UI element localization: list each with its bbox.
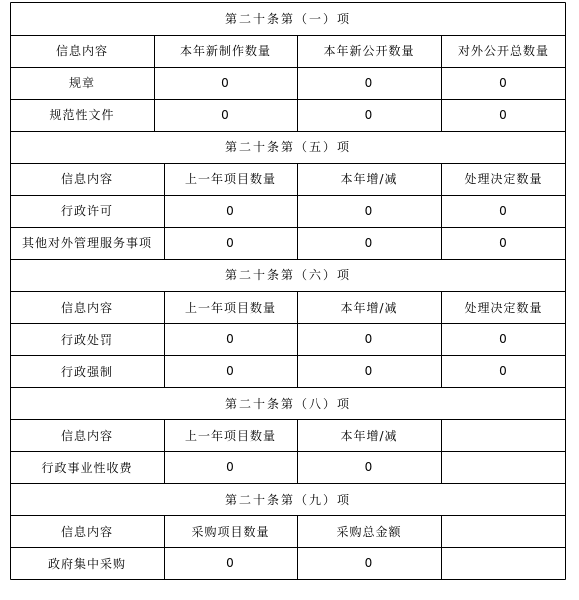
section-20-8-row-0-cell-1: 0 xyxy=(226,460,235,475)
section-20-8-row-0-cell-2: 0 xyxy=(364,460,374,475)
section-20-1-header-1: 本年新制作数量 xyxy=(179,44,271,59)
section-20-1-row-1-cell-0: 规范性文件 xyxy=(49,108,115,123)
section-20-6-row-0-cell-3: 0 xyxy=(499,332,508,347)
section-20-5-row-0-cell-3: 0 xyxy=(499,203,508,218)
section-20-1-row-1-cell-2: 0 xyxy=(364,107,374,122)
section-20-1-row-1-cell-3: 0 xyxy=(499,107,508,122)
section-20-8-title: 第二十条第（八）项 xyxy=(224,396,351,411)
section-20-8-header-1: 上一年项目数量 xyxy=(184,428,276,443)
section-20-8-header-2: 本年增/减 xyxy=(340,428,398,443)
section-20-9-row-0-cell-2: 0 xyxy=(364,556,374,571)
section-20-1-title: 第二十条第（一）项 xyxy=(224,12,351,27)
section-20-5-row-1-cell-2: 0 xyxy=(364,235,374,250)
section-20-6-row-1-cell-0: 行政强制 xyxy=(60,364,113,379)
section-20-5-header-3: 处理决定数量 xyxy=(464,172,543,187)
section-20-5-title: 第二十条第（五）项 xyxy=(224,140,351,155)
section-20-6-row-0-cell-1: 0 xyxy=(226,332,235,347)
section-20-5-header-0: 信息内容 xyxy=(60,172,113,187)
section-20-8-header-0: 信息内容 xyxy=(60,428,113,443)
section-20-9-row-0-cell-1: 0 xyxy=(226,556,235,571)
section-20-1-row-0-cell-3: 0 xyxy=(499,75,508,90)
section-20-6-header-3: 处理决定数量 xyxy=(464,300,543,315)
section-20-1-row-0-cell-1: 0 xyxy=(221,75,230,90)
section-20-1-header-3: 对外公开总数量 xyxy=(457,44,549,59)
section-20-6-header-0: 信息内容 xyxy=(60,300,113,315)
section-20-9-header-1: 采购项目数量 xyxy=(191,524,270,539)
section-20-6-row-1-cell-2: 0 xyxy=(364,364,374,379)
section-20-9-title: 第二十条第（九）项 xyxy=(224,492,351,507)
section-20-8-header-3 xyxy=(441,419,566,451)
section-20-5-row-1-cell-3: 0 xyxy=(499,235,508,250)
section-20-8-row-0-cell-0: 行政事业性收费 xyxy=(41,460,133,475)
section-20-1-header-0: 信息内容 xyxy=(55,44,108,59)
section-20-5-row-0-cell-2: 0 xyxy=(364,203,374,218)
section-20-9-row-0-cell-3 xyxy=(441,547,566,579)
section-20-9-header-2: 采购总金额 xyxy=(336,524,402,539)
section-20-6-row-1-cell-1: 0 xyxy=(226,364,235,379)
section-20-6-header-1: 上一年项目数量 xyxy=(184,300,276,315)
section-20-6-row-0-cell-0: 行政处罚 xyxy=(60,332,113,347)
section-20-1-header-2: 本年新公开数量 xyxy=(323,44,415,59)
section-20-5-row-0-cell-1: 0 xyxy=(226,203,235,218)
section-20-6-row-0-cell-2: 0 xyxy=(364,332,374,347)
section-20-5-header-1: 上一年项目数量 xyxy=(184,172,276,187)
section-20-6-header-2: 本年增/减 xyxy=(340,300,398,315)
section-20-6-title: 第二十条第（六）项 xyxy=(224,268,351,283)
section-20-5-row-1-cell-0: 其他对外管理服务事项 xyxy=(21,236,152,251)
section-20-6-row-1-cell-3: 0 xyxy=(499,364,508,379)
section-20-9-header-3 xyxy=(441,515,566,547)
section-20-9-header-0: 信息内容 xyxy=(60,524,113,539)
section-20-5-header-2: 本年增/减 xyxy=(340,172,398,187)
section-20-1-row-0-cell-2: 0 xyxy=(364,75,374,90)
section-20-8-row-0-cell-3 xyxy=(441,451,566,483)
disclosure-table xyxy=(10,2,566,580)
section-20-5-row-1-cell-1: 0 xyxy=(226,235,235,250)
section-20-9-row-0-cell-0: 政府集中采购 xyxy=(47,556,126,571)
section-20-5-row-0-cell-0: 行政许可 xyxy=(60,204,113,219)
section-20-1-row-0-cell-0: 规章 xyxy=(68,76,95,91)
section-20-1-row-1-cell-1: 0 xyxy=(221,107,230,122)
